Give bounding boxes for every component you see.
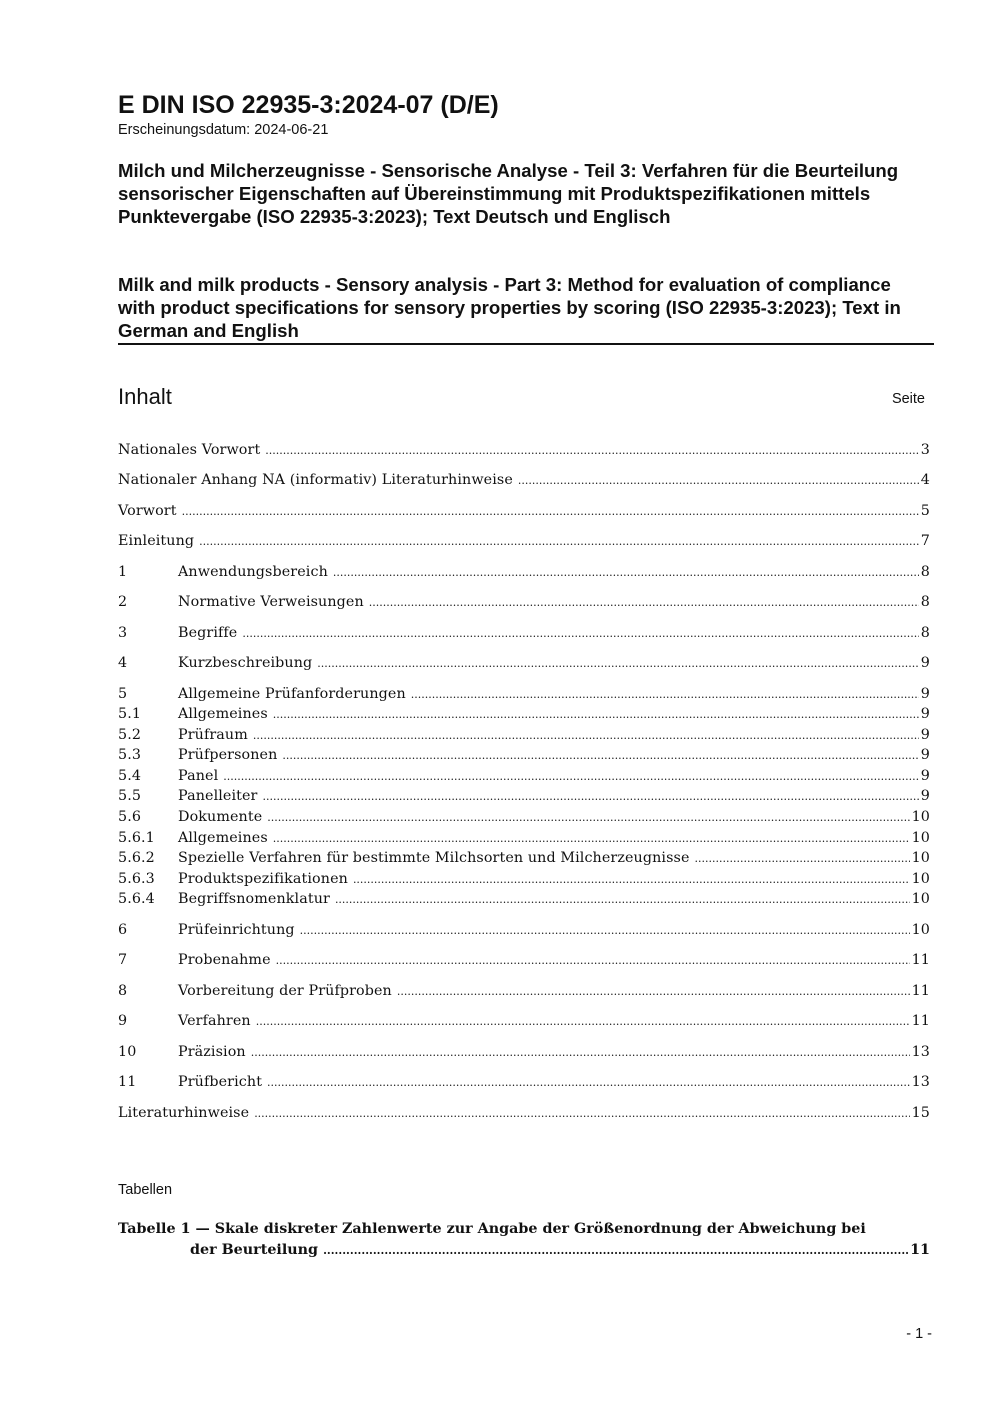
toc-entry-page: 13: [911, 1074, 930, 1090]
toc-entry-page: 10: [911, 830, 930, 846]
toc-entry-number: 5.6.2: [118, 850, 155, 866]
toc-leader: [256, 1012, 910, 1032]
toc-entry-page: 10: [911, 922, 930, 938]
toc-entry-page: 10: [911, 871, 930, 887]
table-entry-title-cont: der Beurteilung: [190, 1242, 319, 1258]
toc-leader: [282, 746, 918, 766]
toc-entry[interactable]: [118, 704, 930, 724]
toc-entry-title: Einleitung: [118, 533, 195, 549]
toc-entry[interactable]: [118, 562, 930, 582]
table-entry-title[interactable]: Tabelle 1 — Skale diskreter Zahlenwerte zur Angabe der Größenordnung der Abweichung bei: [118, 1221, 866, 1237]
toc-entry[interactable]: [118, 1072, 930, 1092]
toc-entry-number: 2: [118, 594, 128, 610]
toc-entry[interactable]: [118, 592, 930, 612]
toc-leader: [353, 870, 910, 890]
toc-heading: Inhalt: [118, 384, 172, 409]
toc-entry[interactable]: [118, 1103, 930, 1123]
toc-entry-title: Prüfeinrichtung: [178, 922, 295, 938]
toc-entry[interactable]: [118, 440, 930, 460]
toc-entry-page: 11: [911, 952, 930, 968]
toc-entry-title: Allgemeines: [178, 830, 268, 846]
toc-entry[interactable]: [118, 653, 930, 673]
toc-entry-title: Dokumente: [178, 809, 263, 825]
toc-entry-page: 9: [920, 788, 930, 804]
toc-leader: [267, 1073, 910, 1093]
toc-leader: [182, 502, 919, 522]
toc-entry-number: 5.6.1: [118, 830, 155, 846]
toc-entry[interactable]: [118, 981, 930, 1001]
toc-entry-title: Vorwort: [118, 503, 177, 519]
toc-leader: [273, 829, 910, 849]
toc-entry-page: 9: [920, 686, 930, 702]
toc-entry-number: 10: [118, 1044, 137, 1060]
toc-entry[interactable]: [118, 531, 930, 551]
toc-entry-title: Begriffe: [178, 625, 238, 641]
toc-leader: [695, 849, 910, 869]
toc-entry[interactable]: [118, 470, 930, 490]
toc-leader: [397, 982, 910, 1002]
toc-entry-page: 8: [920, 564, 930, 580]
title-german: Milch und Milcherzeugnisse - Sensorische Analyse - Teil 3: Verfahren für die Beurteilung sensorischer Eigenschaften auf Übereinstimmung mit Produktspezifikationen mittels Punktevergabe (ISO 22935-3:2023); Text Deutsch und Englisch: [118, 160, 899, 227]
toc-leader: [251, 1043, 910, 1063]
toc-entry[interactable]: [118, 725, 930, 745]
toc-entry[interactable]: [118, 807, 930, 827]
toc-entry[interactable]: [118, 889, 930, 909]
toc-leader: [323, 1241, 908, 1261]
toc-entry-title: Allgemeine Prüfanforderungen: [178, 686, 406, 702]
toc-entry[interactable]: [118, 766, 930, 786]
toc-entry-page: 3: [920, 442, 930, 458]
toc-entry-title: Prüfpersonen: [178, 747, 278, 763]
toc-entry-title: Literaturhinweise: [118, 1105, 250, 1121]
toc-entry[interactable]: [118, 786, 930, 806]
toc-entry-number: 9: [118, 1013, 128, 1029]
title-english: Milk and milk products - Sensory analysis - Part 3: Method for evaluation of compliance with product specifications for sensory properties by scoring (ISO 22935-3:2023); Text in German and English: [118, 274, 901, 341]
toc-entry-page: 7: [920, 533, 930, 549]
toc-entry-title: Normative Verweisungen: [178, 594, 364, 610]
toc-leader: [263, 787, 919, 807]
publication-date: Erscheinungsdatum: 2024-06-21: [118, 122, 329, 138]
toc-entry-number: 5.6.4: [118, 891, 155, 907]
toc-entry-title: Probenahme: [178, 952, 271, 968]
toc-entry[interactable]: [118, 501, 930, 521]
toc-entry-title: Nationales Vorwort: [118, 442, 261, 458]
toc-entry-title: Nationaler Anhang NA (informativ) Literaturhinweise: [118, 472, 513, 488]
table-entry-continuation[interactable]: [190, 1240, 930, 1260]
toc-entry-title: Kurzbeschreibung: [178, 655, 313, 671]
toc-entry-page: 11: [911, 1013, 930, 1029]
toc-leader: [369, 593, 919, 613]
toc-entry-number: 5.4: [118, 768, 142, 784]
toc-entry[interactable]: [118, 745, 930, 765]
toc-entry[interactable]: [118, 623, 930, 643]
toc-entry-number: 6: [118, 922, 128, 938]
toc-leader: [333, 563, 919, 583]
toc-entry[interactable]: [118, 950, 930, 970]
toc-entry-page: 9: [920, 768, 930, 784]
toc-entry-page: 10: [911, 891, 930, 907]
toc-entry-title: Prüfbericht: [178, 1074, 263, 1090]
toc-leader: [411, 685, 919, 705]
toc-entry[interactable]: [118, 920, 930, 940]
toc-entry-title: Verfahren: [178, 1013, 251, 1029]
toc-leader: [265, 441, 919, 461]
toc-entry-number: 5.3: [118, 747, 142, 763]
toc-entry-title: Prüfraum: [178, 727, 248, 743]
toc-leader: [253, 726, 919, 746]
toc-entry-title: Begriffsnomenklatur: [178, 891, 330, 907]
toc-entry[interactable]: [118, 1042, 930, 1062]
toc-entry[interactable]: [118, 1011, 930, 1031]
toc-entry-number: 1: [118, 564, 128, 580]
toc-entry-number: 5.1: [118, 706, 142, 722]
toc-entry[interactable]: [118, 869, 930, 889]
toc-leader: [300, 921, 910, 941]
toc-entry-number: 7: [118, 952, 128, 968]
toc-entry-number: 5.2: [118, 727, 142, 743]
toc-entry-number: 4: [118, 655, 128, 671]
toc-entry-number: 11: [118, 1074, 137, 1090]
toc-entry-title: Vorbereitung der Prüfproben: [178, 983, 392, 999]
table-entry-page: 11: [910, 1242, 930, 1258]
toc-entry-page: 9: [920, 706, 930, 722]
toc-entry-page: 10: [911, 809, 930, 825]
toc-entry-page: 9: [920, 747, 930, 763]
page-number: - 1 -: [906, 1326, 932, 1342]
toc-entry-title: Allgemeines: [178, 706, 268, 722]
toc-entry-title: Präzision: [178, 1044, 246, 1060]
toc-leader: [273, 705, 919, 725]
toc-entry-page: 4: [920, 472, 930, 488]
toc-leader: [335, 890, 910, 910]
toc-entry-number: 5: [118, 686, 128, 702]
toc-entry-number: 8: [118, 983, 128, 999]
toc-leader: [242, 624, 918, 644]
toc-entry-title: Spezielle Verfahren für bestimmte Milchsorten und Milcherzeugnisse: [178, 850, 690, 866]
toc-entry-number: 5.6: [118, 809, 142, 825]
toc-entry-page: 15: [911, 1105, 930, 1121]
toc-entry[interactable]: [118, 848, 930, 868]
toc-entry-page: 13: [911, 1044, 930, 1060]
toc-entry-title: Anwendungsbereich: [178, 564, 328, 580]
toc-entry[interactable]: [118, 828, 930, 848]
toc-entry-number: 5.6.3: [118, 871, 155, 887]
toc-entry-title: Panelleiter: [178, 788, 258, 804]
toc-leader: [518, 471, 919, 491]
document-id: E DIN ISO 22935-3:2024-07 (D/E): [118, 91, 499, 119]
toc-entry-title: Produktspezifikationen: [178, 871, 348, 887]
toc-leader: [317, 654, 919, 674]
toc-entry-page: 9: [920, 727, 930, 743]
title-divider: [118, 343, 934, 345]
toc-entry-title: Panel: [178, 768, 219, 784]
toc-leader: [267, 808, 909, 828]
toc-entry-page: 9: [920, 655, 930, 671]
tables-heading: Tabellen: [118, 1182, 173, 1198]
toc-entry-page: 5: [920, 503, 930, 519]
toc-entry-number: 5.5: [118, 788, 142, 804]
toc-leader: [223, 767, 919, 787]
toc-leader: [276, 951, 910, 971]
toc-entry-number: 3: [118, 625, 128, 641]
toc-leader: [254, 1104, 909, 1124]
toc-entry-page: 8: [920, 625, 930, 641]
toc-page-label: Seite: [891, 391, 925, 407]
toc-entry[interactable]: [118, 684, 930, 704]
toc-entry-page: 8: [920, 594, 930, 610]
toc-entry-page: 10: [911, 850, 930, 866]
toc-leader: [199, 532, 919, 552]
toc-entry-page: 11: [911, 983, 930, 999]
